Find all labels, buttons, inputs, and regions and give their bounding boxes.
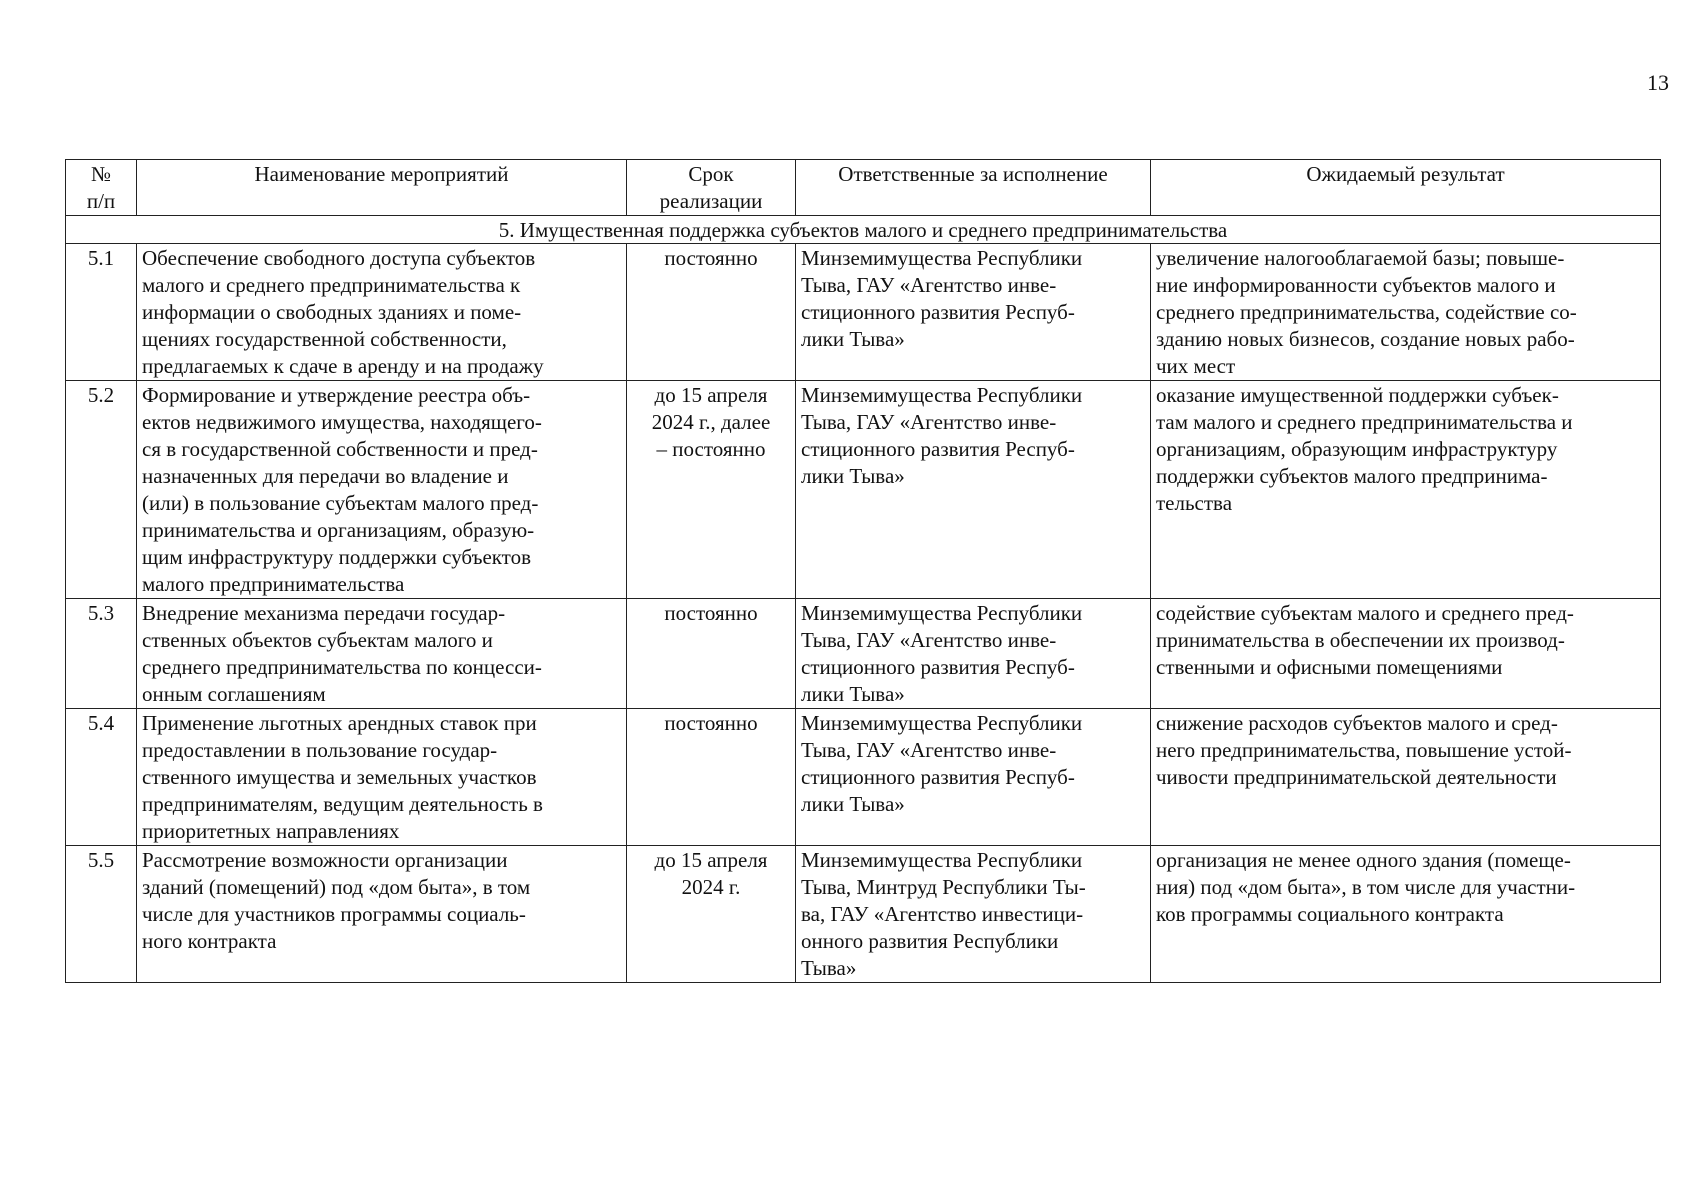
section-title: 5. Имущественная поддержка субъектов малого и среднего предпринимательства <box>66 216 1661 244</box>
row-term: постоянно <box>627 244 796 381</box>
section-row <box>66 216 1661 244</box>
page-number: 13 <box>1647 70 1669 95</box>
row-responsible: Минземимущества Республики Тыва, ГАУ «Агентство инве- стиционного развития Респуб- лики Тыва» <box>796 709 1151 846</box>
table-row <box>66 381 1661 599</box>
row-name: Применение льготных арендных ставок при предоставлении в пользование государ- ственного имущества и земельных участков предпринимателям, ведущим деятельность в приоритетных направлениях <box>137 709 627 846</box>
header-responsible: Ответственные за исполнение <box>796 160 1151 216</box>
row-term: до 15 апреля 2024 г. <box>627 846 796 983</box>
row-num: 5.3 <box>66 599 137 709</box>
row-responsible: Минземимущества Республики Тыва, ГАУ «Агентство инве- стиционного развития Респуб- лики Тыва» <box>796 381 1151 599</box>
table-row <box>66 709 1661 846</box>
row-result: содействие субъектам малого и среднего пред- принимательства в обеспечении их производ- ственными и офисными помещениями <box>1151 599 1661 709</box>
table-row <box>66 244 1661 381</box>
row-name: Рассмотрение возможности организации зданий (помещений) под «дом быта», в том числе для участников программы социаль- ного контракта <box>137 846 627 983</box>
row-name: Формирование и утверждение реестра объ- ектов недвижимого имущества, находящего- ся в государственной собственности и пред- назначенных для передачи во владение и (или) в пользование субъектам малого пред- принимательства и организациям, образую- щим инфраструктуру поддержки субъектов малого предпринимательства <box>137 381 627 599</box>
table-row <box>66 846 1661 983</box>
header-term: Срок реализации <box>627 160 796 216</box>
header-num: № п/п <box>66 160 137 216</box>
row-result: увеличение налогооблагаемой базы; повыше- ние информированности субъектов малого и среднего предпринимательства, содействие со- зданию новых бизнесов, создание новых рабо- чих мест <box>1151 244 1661 381</box>
row-num: 5.5 <box>66 846 137 983</box>
row-result: снижение расходов субъектов малого и сред- него предпринимательства, повышение устой- чивости предпринимательской деятельности <box>1151 709 1661 846</box>
row-result: оказание имущественной поддержки субъек- там малого и среднего предпринимательства и организациям, образующим инфраструктуру поддержки субъектов малого предпринима- тельства <box>1151 381 1661 599</box>
row-term: постоянно <box>627 709 796 846</box>
row-num: 5.1 <box>66 244 137 381</box>
header-name: Наименование мероприятий <box>137 160 627 216</box>
row-term: до 15 апреля 2024 г., далее – постоянно <box>627 381 796 599</box>
row-responsible: Минземимущества Республики Тыва, ГАУ «Агентство инве- стиционного развития Респуб- лики Тыва» <box>796 599 1151 709</box>
row-term: постоянно <box>627 599 796 709</box>
table-row <box>66 599 1661 709</box>
row-name: Внедрение механизма передачи государ- ственных объектов субъектам малого и среднего предпринимательства по концесси- онным соглашениям <box>137 599 627 709</box>
header-result: Ожидаемый результат <box>1151 160 1661 216</box>
row-responsible: Минземимущества Республики Тыва, ГАУ «Агентство инве- стиционного развития Респуб- лики Тыва» <box>796 244 1151 381</box>
row-name: Обеспечение свободного доступа субъектов малого и среднего предпринимательства к информации о свободных зданиях и поме- щениях государственной собственности, предлагаемых к сдаче в аренду и на продажу <box>137 244 627 381</box>
measures-table <box>65 159 1661 983</box>
row-responsible: Минземимущества Республики Тыва, Минтруд Республики Ты- ва, ГАУ «Агентство инвестици- онного развития Республики Тыва» <box>796 846 1151 983</box>
row-num: 5.2 <box>66 381 137 599</box>
row-result: организация не менее одного здания (помеще- ния) под «дом быта», в том числе для участни- ков программы социального контракта <box>1151 846 1661 983</box>
table-header-row <box>66 160 1661 216</box>
row-num: 5.4 <box>66 709 137 846</box>
